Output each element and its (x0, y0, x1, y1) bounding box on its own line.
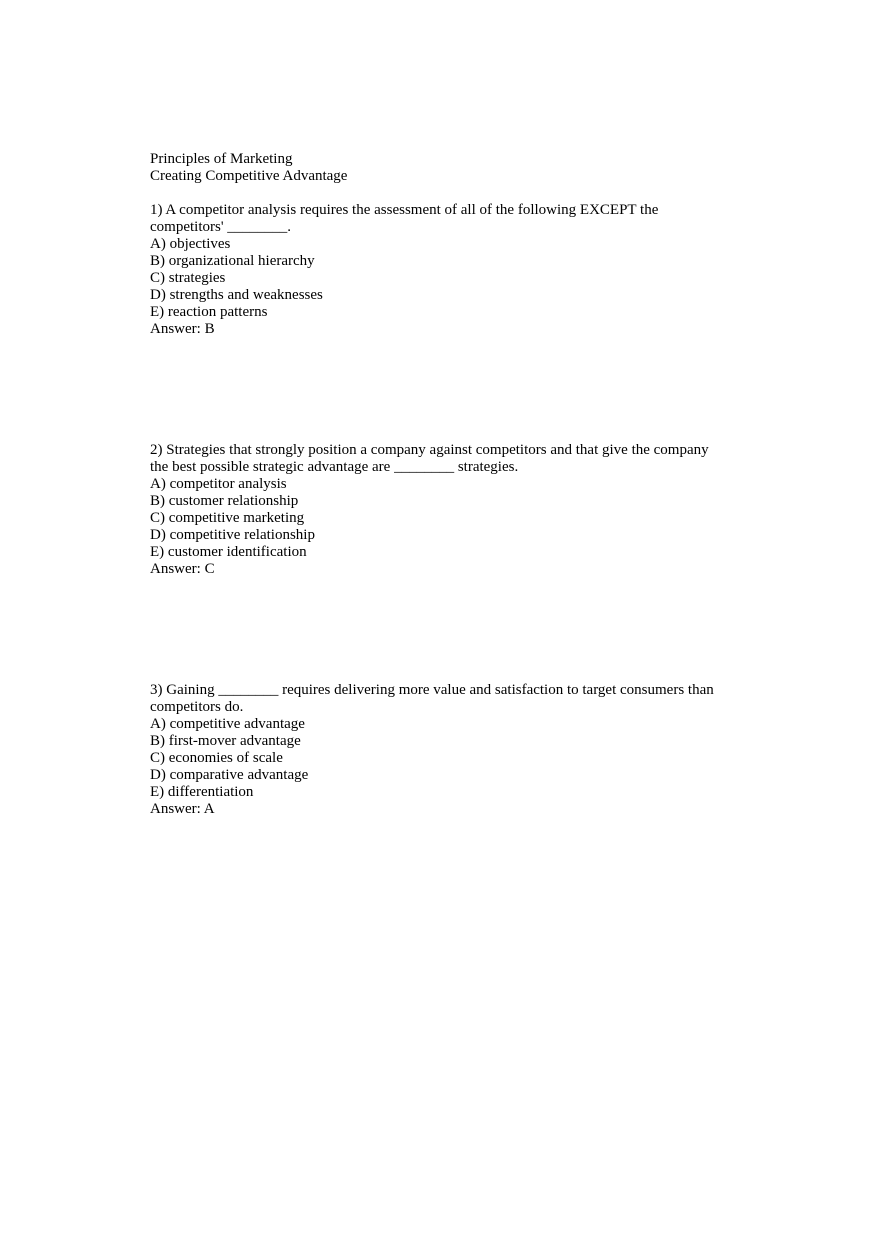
answer-option-d: D) comparative advantage (150, 767, 309, 783)
answer-option-d: D) competitive relationship (150, 527, 315, 543)
answer-option-e: E) customer identification (150, 544, 307, 560)
correct-answer: Answer: B (150, 321, 215, 337)
answer-option-b: B) organizational hierarchy (150, 253, 315, 269)
question-prompt-line-2: competitors do. (150, 699, 244, 715)
answer-option-c: C) competitive marketing (150, 510, 305, 526)
question-prompt-line-2: the best possible strategic advantage are ________ strategies. (150, 459, 519, 475)
answer-option-e: E) differentiation (150, 784, 254, 800)
document-header (150, 151, 347, 185)
question-prompt-line-2: competitors' ________. (150, 219, 292, 235)
course-title: Principles of Marketing (150, 151, 293, 167)
answer-option-d: D) strengths and weaknesses (150, 287, 323, 303)
question-3 (150, 682, 740, 818)
question-prompt-line-1: 2) Strategies that strongly position a company against competitors and that give the company (150, 442, 709, 458)
question-1 (150, 202, 740, 338)
chapter-title: Creating Competitive Advantage (150, 168, 348, 184)
answer-option-c: C) strategies (150, 270, 226, 286)
answer-option-b: B) customer relationship (150, 493, 299, 509)
question-prompt-line-1: 1) A competitor analysis requires the assessment of all of the following EXCEPT the (150, 202, 659, 218)
correct-answer: Answer: C (150, 561, 215, 577)
answer-option-a: A) objectives (150, 236, 231, 252)
answer-option-a: A) competitive advantage (150, 716, 305, 732)
correct-answer: Answer: A (150, 801, 215, 817)
answer-option-b: B) first-mover advantage (150, 733, 301, 749)
answer-option-a: A) competitor analysis (150, 476, 287, 492)
question-2 (150, 442, 740, 578)
answer-option-e: E) reaction patterns (150, 304, 268, 320)
answer-option-c: C) economies of scale (150, 750, 283, 766)
question-prompt-line-1: 3) Gaining ________ requires delivering more value and satisfaction to target consumers than (150, 682, 714, 698)
